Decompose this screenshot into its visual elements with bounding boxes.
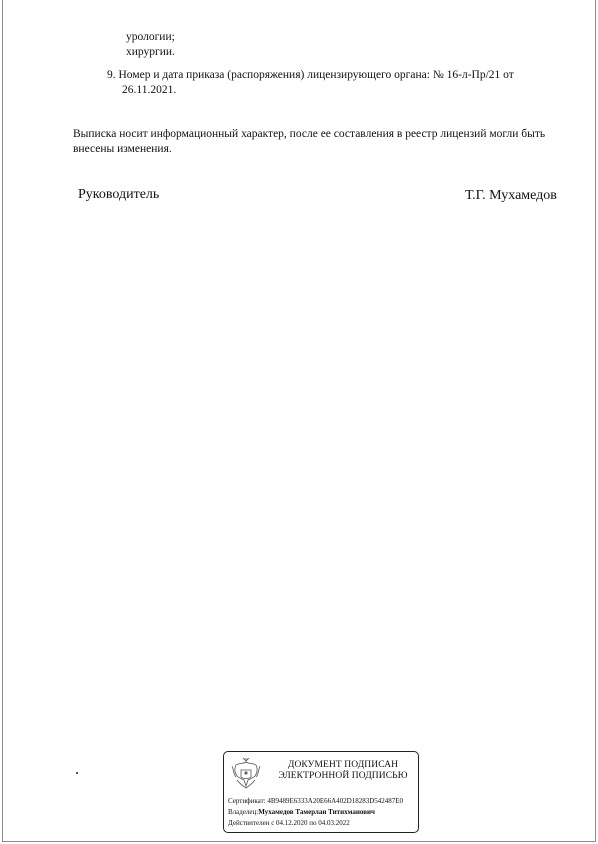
owner-label: Владелец: (228, 808, 259, 816)
document-page (2, 0, 596, 842)
item-9-line-1: 9. Номер и дата приказа (распоряжения) лицензирующего органа: № 16-л-Пр/21 от (107, 69, 514, 81)
stamp-certificate (228, 797, 403, 806)
signatory-name: Т.Г. Мухамедов (465, 188, 557, 203)
coat-of-arms-icon (229, 756, 263, 792)
list-item-surgery: хирургии. (126, 46, 175, 58)
item-9-line-2: 26.11.2021. (122, 84, 177, 96)
signatory-position: Руководитель (78, 187, 160, 202)
stamp-validity: Действителен с 04.12.2020 по 04.03.2022 (228, 819, 350, 827)
certificate-value: 4B9489E6333A20E66A402D18283D542487E0 (267, 797, 404, 805)
stray-dot (76, 772, 78, 774)
list-item-urology: урологии; (126, 31, 175, 43)
owner-value: Мухамедов Тамерлан Титихманович (258, 808, 375, 816)
certificate-label: Сертификат: (228, 797, 266, 805)
electronic-signature-stamp (223, 751, 419, 833)
stamp-title-line-1: ДОКУМЕНТ ПОДПИСАН (287, 760, 399, 770)
stamp-title-line-2: ЭЛЕКТРОННОЙ ПОДПИСЬЮ (278, 771, 408, 781)
disclaimer-line-2: внесены изменения. (73, 143, 172, 155)
stamp-owner (228, 808, 375, 817)
disclaimer-line-1: Выписка носит информационный характер, после ее составления в реестр лицензий могли быть (73, 128, 546, 140)
